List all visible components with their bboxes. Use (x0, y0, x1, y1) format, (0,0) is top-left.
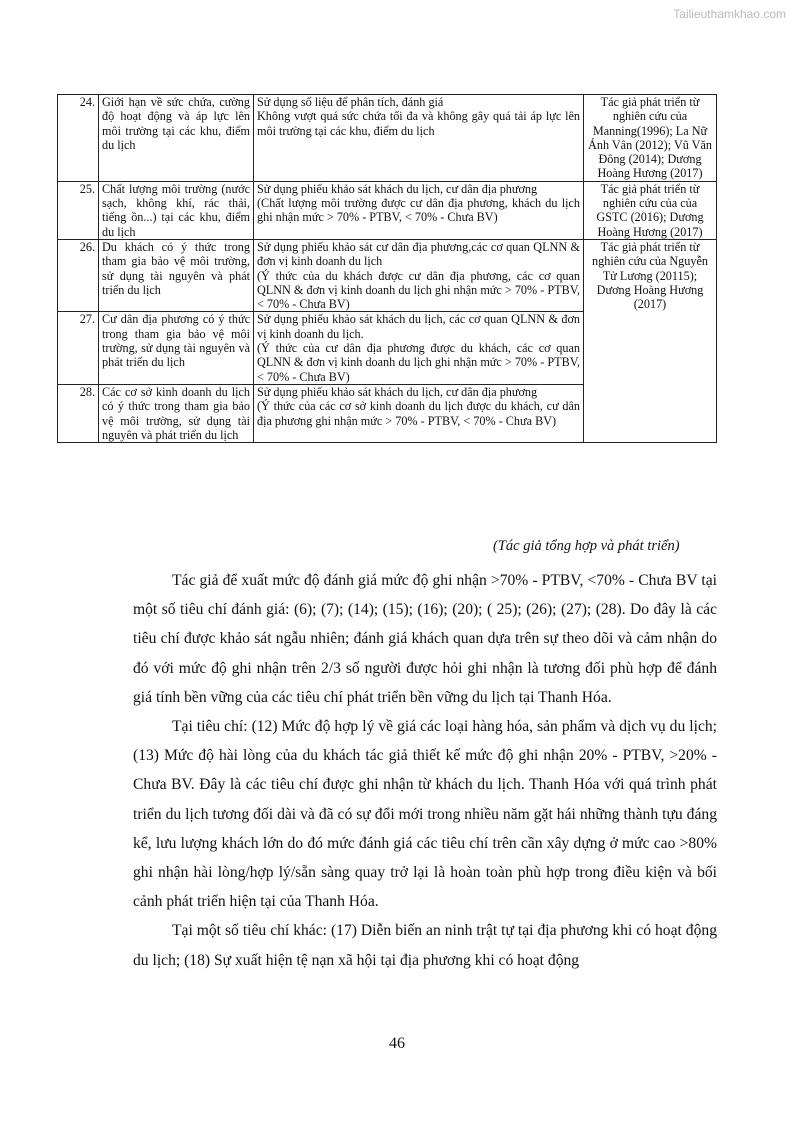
criterion-number: 27. (58, 312, 99, 384)
criterion-text: Du khách có ý thức trong tham gia bảo vệ môi trường, sử dụng tài nguyên và phát triển du lịch (99, 239, 254, 311)
merged-source-text: Tác giả phát triển từ nghiên cứu của Nguyễn Tử Lương (20115); Dương Hoàng Hương (2017) (584, 239, 717, 442)
source-text: Tác giả phát triển từ nghiên cứu của Manning(1996); La Nữ Ánh Vân (2012); Vũ Văn Đông (2014); Dương Hoàng Hương (2017) (584, 95, 717, 182)
method-text: Sử dụng số liệu để phân tích, đánh giá Không vượt quá sức chứa tối đa và không gây quá tải áp lực lên môi trường tại các khu, điểm du lịch (254, 95, 584, 182)
method-text: Sử dụng phiếu khảo sát khách du lịch, các cơ quan QLNN & đơn vị kinh doanh du lịch. (Ý thức của cư dân địa phương được du khách, các cơ quan QLNN & đơn vị kinh doanh du lịch ghi nhận mức > 70% - PTBV, < 70% - Chưa BV) (254, 312, 584, 384)
criterion-text: Giới hạn về sức chứa, cường độ hoạt động và áp lực lên môi trường tại các khu, điểm du lịch (99, 95, 254, 182)
paragraph: Tại một số tiêu chí khác: (17) Diễn biến an ninh trật tự tại địa phương khi có hoạt động du lịch; (18) Sự xuất hiện tệ nạn xã hội tại địa phương khi có hoạt động (133, 922, 717, 969)
source-text: Tác giả phát triển từ nghiên cứu của của GSTC (2016); Dương Hoàng Hương (2017) (584, 181, 717, 239)
criterion-text: Các cơ sở kinh doanh du lịch có ý thức trong tham gia bảo vệ môi trường, sử dụng tài nguyên và phát triển du lịch (99, 384, 254, 442)
paragraph: Tác giả để xuất mức độ đánh giá mức độ ghi nhận >70% - PTBV, <70% - Chưa BV tại một số tiêu chí đánh giá: (6); (7); (14); (15); (16); (20); ( 25); (26); (27); (28). Do đây là các tiêu chí được khảo sát ngẫu nhiên; đánh giá khách quan dựa trên sự theo dõi và cảm nhận do đó với mức độ ghi nhận trên 2/3 số người được hỏi ghi nhận là tương đối phù hợp để đánh giá tính bền vững của các tiêu chí phát triển bền vững du lịch tại Thanh Hóa. (133, 572, 717, 706)
criterion-text: Cư dân địa phương có ý thức trong tham gia bảo vệ môi trường, sử dụng tài nguyên và phát triển du lịch (99, 312, 254, 384)
table-row (58, 239, 717, 311)
method-text: Sử dụng phiếu khảo sát cư dân địa phương,các cơ quan QLNN & đơn vị kinh doanh du lịch (Ý thức của du khách được cư dân địa phương, các cơ quan QLNN & đơn vị kinh doanh du lịch ghi nhận mức > 70% - PTBV, < 70% - Chưa BV) (254, 239, 584, 311)
criterion-number: 24. (58, 95, 99, 182)
criterion-number: 25. (58, 181, 99, 239)
criterion-number: 28. (58, 384, 99, 442)
criterion-text: Chất lượng môi trường (nước sạch, không khí, rác thải, tiếng ồn...) tại các khu, điểm du lịch (99, 181, 254, 239)
table-source-note: (Tác giả tổng hợp và phát triển) (493, 538, 680, 554)
paragraph: Tại tiêu chí: (12) Mức độ hợp lý về giá các loại hàng hóa, sản phẩm và dịch vụ du lịch; (13) Mức độ hài lòng của du khách tác giả thiết kế mức độ ghi nhận 20% - PTBV, >20% - Chưa BV. Đây là các tiêu chí được ghi nhận từ khách du lịch. Thanh Hóa với quá trình phát triển du lịch tương đối dài và đã có sự đổi mới trong nhiều năm gặt hái những thành tựu đáng kể, lưu lượng khách lớn do đó mức đánh giá các tiêu chí trên cần xây dựng ở mức cao >80% ghi nhận hài lòng/hợp lý/sẵn sàng quay trở lại là hoàn toàn phù hợp trong điều kiện và bối cảnh phát triển hiện tại của Thanh Hóa. (133, 718, 717, 911)
criterion-number: 26. (58, 239, 99, 311)
method-text: Sử dụng phiếu khảo sát khách du lịch, cư dân địa phương (Ý thức của các cơ sở kinh doanh du lịch được du khách, cư dân địa phương ghi nhận mức > 70% - PTBV, < 70% - Chưa BV) (254, 384, 584, 442)
method-text: Sử dụng phiếu khảo sát khách du lịch, cư dân địa phương (Chất lượng môi trường được cư dân địa phương, khách du lịch ghi nhận mức > 70% - PTBV, < 70% - Chưa BV) (254, 181, 584, 239)
table-row (58, 181, 717, 239)
criteria-table (57, 94, 717, 443)
table-row (58, 95, 717, 182)
body-text (133, 566, 717, 975)
watermark: Tailieuthamkhao.com (673, 7, 786, 21)
page-number: 46 (389, 1035, 405, 1052)
